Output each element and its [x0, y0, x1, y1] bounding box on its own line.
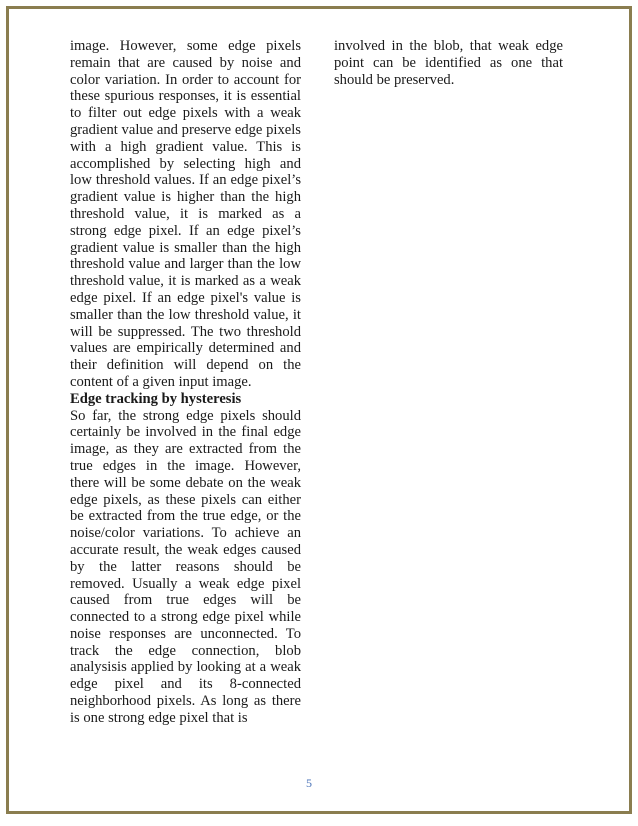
right-column	[334, 38, 563, 88]
body-paragraph: involved in the blob, that weak edge point can be identified as one that should be preserved.	[334, 38, 563, 88]
page-number: 5	[306, 776, 312, 790]
left-column	[70, 38, 301, 727]
body-paragraph: image. However, some edge pixels remain that are caused by noise and color variation. In order to account for these spurious responses, it is essential to filter out edge pixels with a weak gradient value and preserve edge pixels with a high gradient value. This is accomplished by selecting high and low threshold values. If an edge pixel’s gradient value is higher than the high threshold value, it is marked as a strong edge pixel. If an edge pixel’s gradient value is smaller than the high threshold value and larger than the low threshold value, it is marked as a weak edge pixel. If an edge pixel's value is smaller than the low threshold value, it will be suppressed. The two threshold values are empirically determined and their definition will depend on the content of a given input image.	[70, 38, 301, 390]
body-paragraph: So far, the strong edge pixels should certainly be involved in the final edge image, as they are extracted from the true edges in the image. However, there will be some debate on the weak edge pixels, as these pixels can either be extracted from the true edge, or the noise/color variations. To achieve an accurate result, the weak edges caused by the latter reasons should be removed. Usually a weak edge pixel caused from true edges will be connected to a strong edge pixel while noise responses are unconnected. To track the edge connection, blob analysisis applied by looking at a weak edge pixel and its 8-connected neighborhood pixels. As long as there is one strong edge pixel that is	[70, 407, 301, 726]
section-heading: Edge tracking by hysteresis	[70, 390, 242, 407]
